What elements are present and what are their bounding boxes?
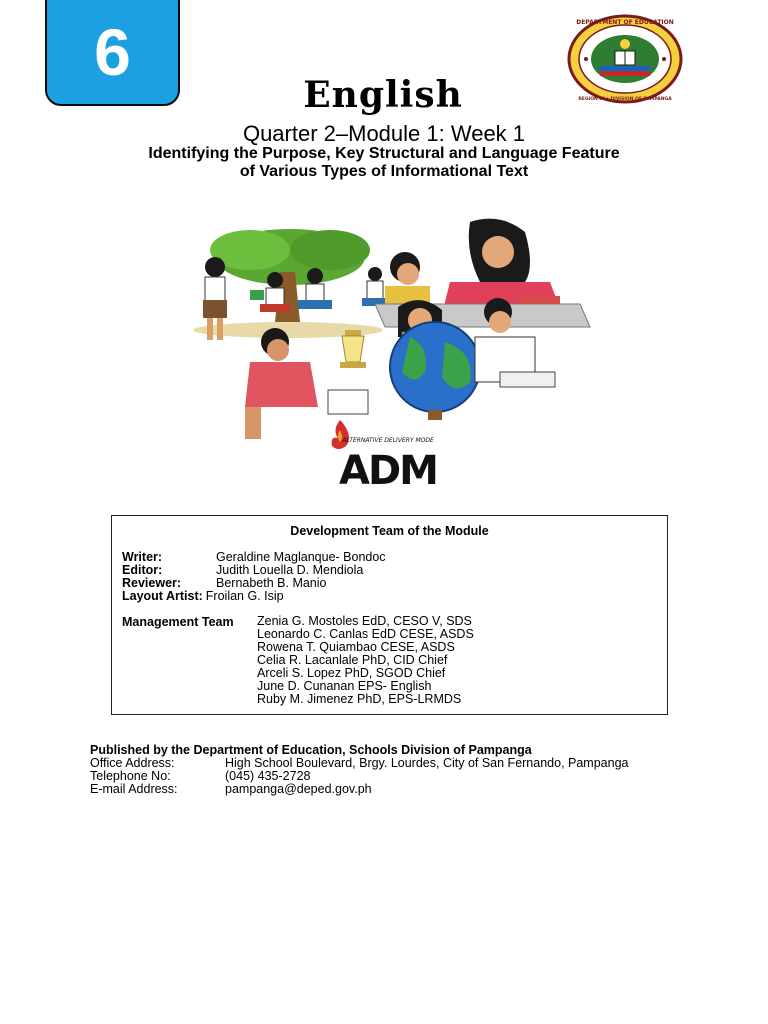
role-label: Reviewer: [122,576,182,590]
member-name: Froilan G. Isip [205,589,284,603]
email-value: pampanga@deped.gov.ph [225,782,372,796]
management-member: June D. Cunanan EPS- English [257,679,432,693]
management-member: Ruby M. Jimenez PhD, EPS-LRMDS [257,692,462,706]
quarter-module-heading: Quarter 2–Module 1: Week 1 [242,121,526,146]
telephone-label: Telephone No: [90,769,171,783]
adm-tagline: ALTERNATIVE DELIVERY MODE [342,437,434,444]
management-list [257,615,474,706]
seal-text-top: DEPARTMENT OF EDUCATION [576,19,674,26]
email-row [90,783,532,796]
management-member: Leonardo C. Canlas EdD CESE, ASDS [257,627,474,641]
team-member-row [122,589,284,603]
publisher-info [90,743,629,796]
member-name: Judith Louella D. Mendiola [216,563,364,577]
team-title: Development Team of the Module [290,524,489,538]
topic-line-2: of Various Types of Informational Text [239,163,529,180]
office-address-label: Office Address: [90,756,175,770]
adm-logo [318,416,458,490]
management-label-row [122,615,234,629]
member-name: Bernabeth B. Manio [216,576,327,590]
office-address-value: High School Boulevard, Brgy. Lourdes, City of San Fernando, Pampanga [225,756,629,770]
management-member: Arceli S. Lopez PhD, SGOD Chief [257,666,446,680]
topic-heading [0,145,768,181]
grade-number: 6 [94,15,131,89]
role-label: Editor: [122,563,163,577]
development-team-box [111,515,668,715]
publisher-title: Published by the Department of Education, Schools Division of Pampanga [90,743,532,757]
team-member-row [122,576,327,590]
subject-title: English [303,74,463,116]
topic-line-1: Identifying the Purpose, Key Structural and Language Feature [148,145,620,162]
role-label: Layout Artist: [122,589,203,603]
management-member: Rowena T. Quiambao CESE, ASDS [257,640,455,654]
role-label: Writer: [122,550,163,564]
management-label: Management Team [122,615,234,629]
team-member-row [122,563,363,577]
management-member: Zenia G. Mostoles EdD, CESO V, SDS [257,614,472,628]
seal-text-bottom: REGION III • DIVISION OF PAMPANGA [578,97,672,102]
telephone-value: (045) 435-2728 [225,769,311,783]
member-name: Geraldine Maglanque- Bondoc [216,550,386,564]
email-label: E-mail Address: [90,782,178,796]
students-illustration [180,212,600,444]
management-member: Celia R. Lacanlale PhD, CID Chief [257,653,448,667]
adm-mark: ADM [339,448,437,490]
team-member-row [122,550,386,564]
